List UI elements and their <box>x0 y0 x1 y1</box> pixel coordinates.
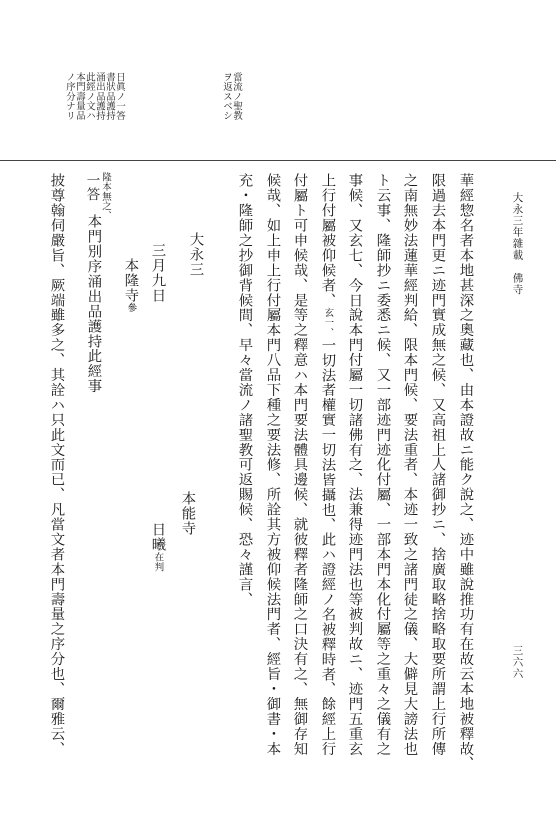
body-column <box>320 173 334 756</box>
body-column: 充・隆師之抄御背候間、早々當流ノ諸聖教可返賜候、恐々謹言、 <box>236 173 253 607</box>
headnote-line: 涌出品護持 <box>93 72 105 121</box>
inline-note: 玄一、 <box>322 307 334 338</box>
body-column: 之南無妙法蓮華經判給、限本門候、要法重者、本迹一致之諸門徒之儀、大僻見大謗法也 <box>401 173 418 757</box>
page-number: 三六六 <box>511 645 524 680</box>
headnote-line: 日眞ノ一答 <box>113 72 125 121</box>
body-column: 候哉、如上申上行付屬本門八品下種之要法修、所詮其方被仰候法門者、經旨・御書・本 <box>264 173 281 757</box>
body-column: 付屬ト可申候哉、是等之釋意ハ本門要法體具邊候、就彼釋者隆師之口決有之、無御存知 <box>291 173 308 757</box>
headnote-rule <box>0 160 556 161</box>
headnote-line: ヲ返スベシ <box>220 72 232 121</box>
signer: 日曦 <box>149 522 166 552</box>
sender-temple: 本能寺 <box>179 491 196 536</box>
seal-note: 在判 <box>152 551 164 573</box>
body-column: 限過去本門更ニ迹門實成無之候、又高祖上人諸御抄ニ、捨廣取略捨略取要所謂上行所傳 <box>429 173 446 757</box>
headnote-line: ノ序分ナリ <box>63 72 75 121</box>
headnote-line: 本門壽量品 <box>73 72 85 121</box>
headnote-line: 此經ノ文ハ <box>83 72 95 121</box>
reply-number: 一答 <box>83 173 100 202</box>
reply-body: 披尊翰伺嚴旨、厥端雖多之、其詮ハ只此文而已、凡當文者本門壽量之序分也、爾雅云、 <box>48 173 65 757</box>
signer-name <box>150 522 164 572</box>
honorific: 參 <box>125 302 137 313</box>
addressee <box>123 258 137 313</box>
running-title: 大永三年雜載 佛寺 <box>511 192 524 296</box>
reply-note: 隆本無之、 <box>99 172 111 221</box>
reply-heading: 本門別序涌出品護持此經事 <box>85 214 102 394</box>
body-column: ト云事、隆師抄ニ委悉ニ候、又一部迹門迹化付屬、一部本門本化付屬等之重々之儀有之 <box>374 173 391 757</box>
headnote-line: 當流ノ聖教 <box>230 72 242 121</box>
body-text: 上行付屬被仰候者、 <box>319 173 336 308</box>
era-name: 大永三 <box>187 232 204 277</box>
body-column: 事候、又玄七、今日說本門付屬一切諸佛有之、法兼得迹門法也等被判故ニ、迹門五重玄 <box>346 173 363 757</box>
letter-date: 三月九日 <box>149 243 166 303</box>
addressee-name: 本隆寺 <box>122 258 139 303</box>
body-text: 一切法者權實一切法皆攝也、此ハ證經ノ名被釋時者、餘經上行 <box>319 337 336 757</box>
headnote-line: 書狀品護持 <box>103 72 115 121</box>
body-column: 華經惣名者本地甚深之奧藏也、由本證故ニ能ク說之、迹中雖說推功有在故云本地被釋故、 <box>457 173 474 771</box>
